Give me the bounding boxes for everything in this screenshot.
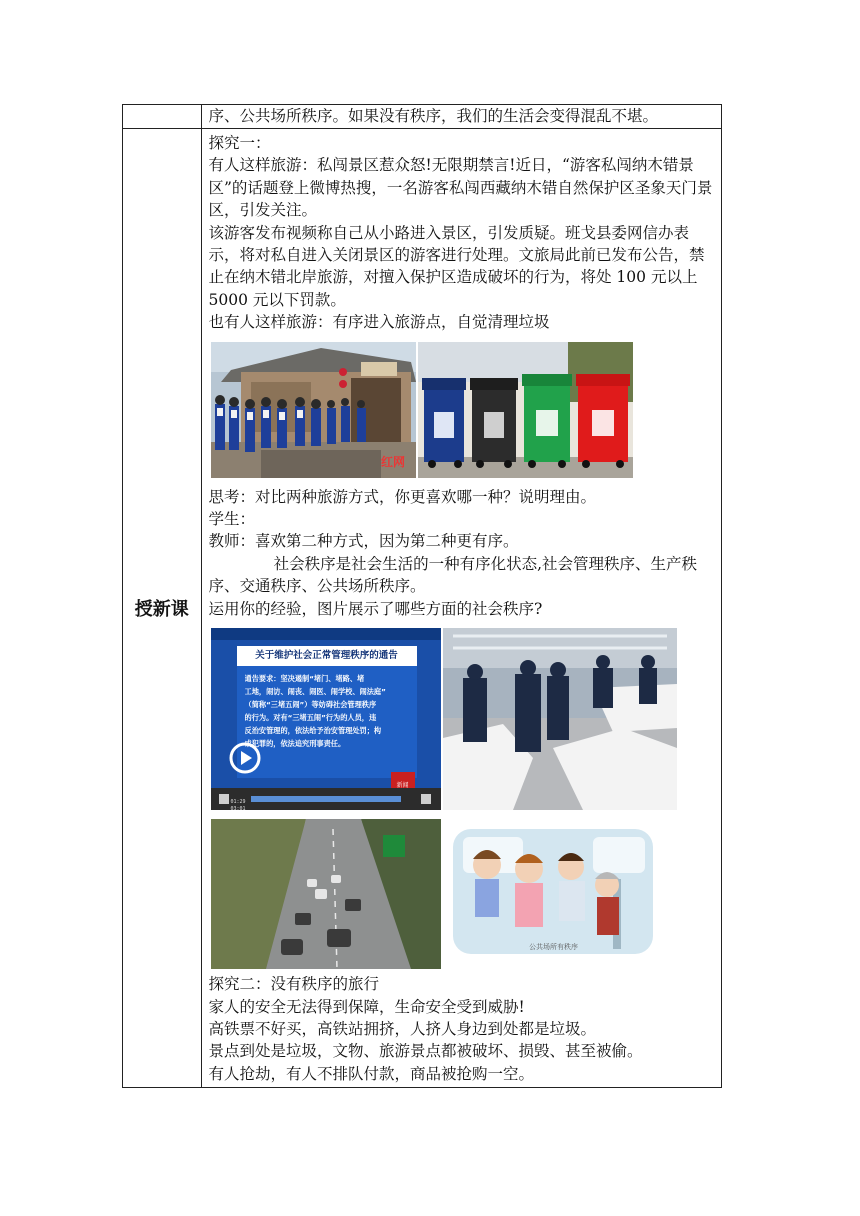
section-label: 授新课: [123, 129, 202, 1088]
cartoon-caption: 公共场所有秩序: [528, 943, 578, 952]
tourists-photo: [211, 342, 416, 478]
video-time-current: 01:29: [230, 799, 246, 806]
prev-row-text: 序、公共场所秩序。如果没有秩序，我们的生活会变得混乱不堪。: [201, 105, 722, 129]
paragraph: 也有人这样旅游：有序进入旅游点，自觉清理垃圾: [208, 313, 550, 332]
paragraph: 有人抢劫，有人不排队付款，商品被抢购一空。: [208, 1064, 535, 1083]
notice-line: 的行为。对有“三堵五闹”行为的人员，违: [244, 713, 377, 723]
image-row: [211, 628, 716, 810]
image-row: [211, 342, 716, 478]
watermark-text: 红网: [380, 454, 405, 469]
notice-line: 成犯罪的，依法追究刑事责任。: [244, 739, 346, 749]
traffic-road-photo: [211, 819, 441, 969]
notice-video-screenshot: [211, 628, 441, 810]
paragraph: 社会秩序是社会生活的一种有序化状态,社会管理秩序、生产秩序、交通秩序、公共场所秩序。: [208, 554, 698, 596]
video-logo: 新闻: [396, 782, 409, 790]
paragraph: 有人这样旅游：私闯景区惹众怒!无限期禁言!近日，“游客私闯纳木错景区”的话题登上微博热搜，一名游客私闯西藏纳木错自然保护区圣象天门景区，引发关注。: [208, 156, 713, 220]
paragraph: 家人的安全无法得到保障，生命安全受到威胁!: [208, 997, 525, 1016]
image-row: [211, 819, 716, 969]
paragraph: 该游客发布视频称自己从小路进入景区，引发质疑。班戈县委网信办表示，将对私自进入关闭景区的游客进行处理。文旅局此前已发布公告，禁止在纳木错北岸旅游，对擅入保护区造成破坏的行为，将处 100 元以上 5000 元以下罚款。: [208, 223, 705, 309]
paragraph: 景点到处是垃圾，文物、旅游景点都被破坏、损毁、甚至被偷。: [208, 1042, 643, 1061]
paragraph: 思考：对比两种旅游方式，你更喜欢哪一种？说明理由。: [208, 487, 597, 506]
lesson-table: [122, 104, 722, 1088]
notice-line: 反治安管理的，依法给予治安管理处罚；构: [244, 726, 382, 736]
video-time-total: 03:01: [230, 806, 246, 811]
table-row: [123, 105, 722, 129]
trash-bins-photo: [418, 342, 633, 478]
notice-line: 工地，闹访、闹丧、闹医、闹学校、闹法庭”: [244, 687, 386, 697]
notice-body: [245, 672, 417, 750]
table-row: [123, 129, 722, 1088]
paragraph: 高铁票不好买，高铁站拥挤，人挤人身边到处都是垃圾。: [208, 1019, 597, 1038]
bus-seat-cartoon: [443, 819, 663, 969]
paragraph: 运用你的经验，图片展示了哪些方面的社会秩序?: [208, 599, 543, 618]
notice-title: 关于维护社会正常管理秩序的通告: [255, 650, 398, 662]
paragraph: 探究一：: [208, 134, 271, 152]
paragraph: 教师：喜欢第二种方式，因为第二种更有序。: [208, 532, 519, 551]
row-label-empty: [123, 105, 202, 129]
notice-line: （简称“三堵五闹”）等妨碍社会管理秩序: [244, 700, 377, 710]
paragraph: 探究二：没有秩序的旅行: [208, 975, 380, 994]
notice-line: 通告要求：坚决遏制“堵门、堵路、堵: [244, 674, 365, 684]
paragraph: 学生：: [208, 510, 256, 529]
lesson-content: [201, 129, 722, 1088]
police-factory-photo: [443, 628, 677, 810]
